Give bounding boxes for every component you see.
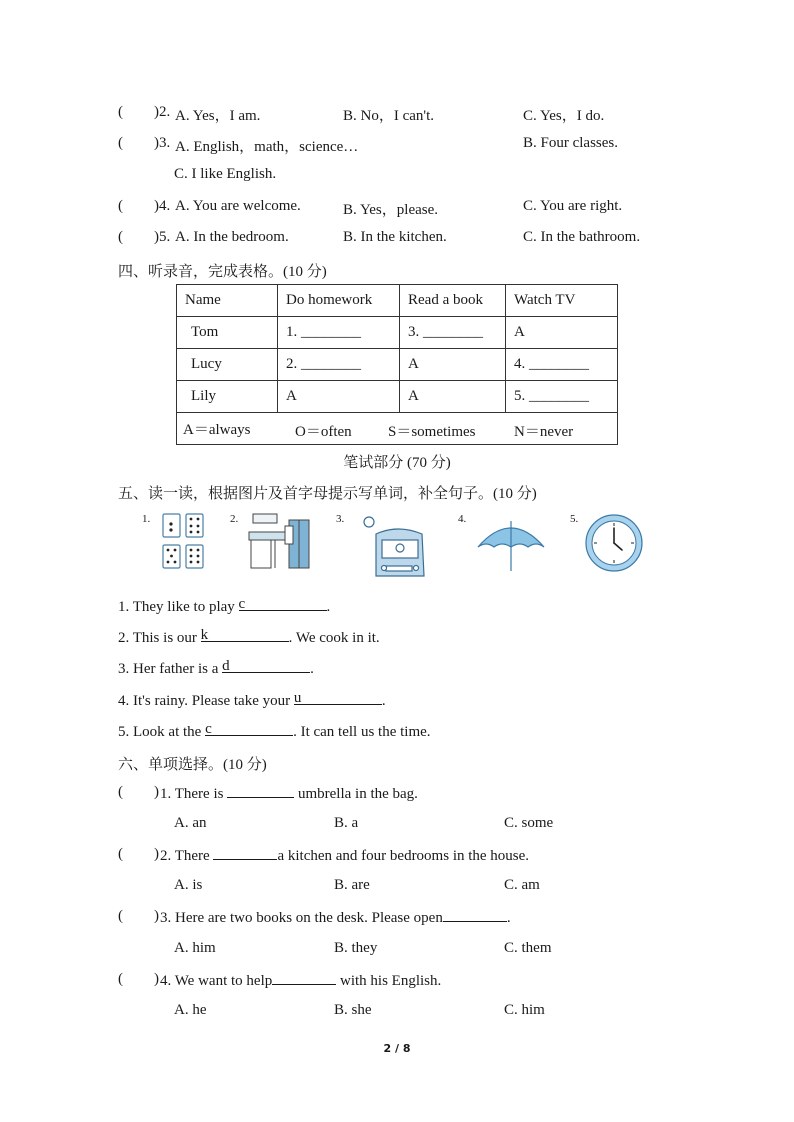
answer-paren-close: ) (154, 784, 159, 800)
header-read: Read a book (400, 285, 506, 317)
table-cell[interactable]: 4. ________ (506, 349, 618, 381)
option-a: A. Yes，I am. (175, 108, 261, 124)
legend-often: O＝often (295, 424, 352, 440)
header-name: Name (177, 285, 278, 317)
answer-blank[interactable]: u (294, 691, 382, 705)
option-c: C. In the bathroom. (523, 229, 641, 245)
option-a: A. is (174, 877, 203, 893)
written-part-heading: 笔试部分 (70 分) (343, 455, 451, 471)
option-c: C. I like English. (174, 166, 277, 182)
fill-sentence: 1. They like to play c . (118, 596, 331, 615)
question-text: 1. There is umbrella in the bag. (160, 786, 418, 802)
question-text: 4. We want to help with his English. (160, 973, 442, 989)
question-number: 2. (159, 104, 171, 120)
option-a: A. an (174, 815, 207, 831)
option-b: B. are (334, 877, 370, 893)
table-cell[interactable]: 2. ________ (278, 349, 400, 381)
section-6-title: 六、单项选择。(10 分) (118, 757, 267, 773)
answer-blank[interactable]: c (239, 597, 327, 611)
legend-never: N＝never (514, 424, 574, 440)
playing-cards-picture (160, 510, 210, 574)
section-4-title: 四、听录音，完成表格。(10 分) (118, 264, 327, 280)
answer-paren-open[interactable]: ( (118, 229, 123, 245)
option-b: B. Four classes. (523, 135, 618, 151)
legend-cell (177, 413, 618, 445)
option-a: A. You are welcome. (175, 198, 301, 214)
page-number: 2 / 8 (383, 1042, 411, 1055)
option-a: A. him (174, 940, 216, 956)
option-b: B. Yes，please. (343, 202, 439, 218)
umbrella-picture (474, 515, 548, 577)
table-cell[interactable]: 5. ________ (506, 381, 618, 413)
fill-sentence: 4. It's rainy. Please take your u . (118, 690, 386, 709)
section-5-title: 五、读一读，根据图片及首字母提示写单词，补全句子。(10 分) (118, 486, 537, 502)
question-text: 2. There a kitchen and four bedrooms in the house. (160, 848, 530, 864)
answer-paren-open[interactable]: ( (118, 908, 123, 924)
answer-paren-close: ) (154, 198, 159, 214)
answer-paren-close: ) (154, 971, 159, 987)
answer-paren-close: ) (154, 846, 159, 862)
table-cell: A (506, 317, 618, 349)
header-homework: Do homework (278, 285, 400, 317)
answer-paren-open[interactable]: ( (118, 198, 123, 214)
table-cell: A (400, 349, 506, 381)
answer-blank[interactable]: c (205, 722, 293, 736)
picture-label: 2. (230, 513, 239, 525)
option-a: A. English，math，science… (175, 139, 359, 155)
option-a: A. he (174, 1002, 207, 1018)
answer-paren-close: ) (154, 229, 159, 245)
picture-label: 3. (336, 513, 345, 525)
picture-label: 4. (458, 513, 467, 525)
fill-sentence: 3. Her father is a d . (118, 658, 314, 677)
option-b: B. she (334, 1002, 372, 1018)
table-cell[interactable]: 3. ________ (400, 317, 506, 349)
answer-blank[interactable] (227, 784, 294, 798)
question-number: 5. (159, 229, 171, 245)
header-tv: Watch TV (506, 285, 618, 317)
table-cell[interactable]: 1. ________ (278, 317, 400, 349)
row-name: Lily (177, 381, 278, 413)
option-b: B. they (334, 940, 378, 956)
bus-driver-picture (358, 512, 440, 584)
question-number: 4. (159, 198, 171, 214)
answer-paren-open[interactable]: ( (118, 971, 123, 987)
answer-blank[interactable]: k (201, 628, 289, 642)
answer-blank[interactable] (213, 846, 277, 860)
fill-sentence: 2. This is our k . We cook in it. (118, 627, 380, 646)
table-cell: A (278, 381, 400, 413)
question-text: 3. Here are two books on the desk. Please open . (160, 910, 511, 926)
legend-always: A＝always (183, 422, 251, 438)
option-b: B. No，I can't. (343, 108, 435, 124)
option-c: C. them (504, 940, 552, 956)
option-c: C. am (504, 877, 540, 893)
option-b: B. a (334, 815, 359, 831)
legend-sometimes: S＝sometimes (388, 424, 476, 440)
listening-table (176, 284, 618, 445)
table-header-row (177, 285, 618, 317)
fill-sentence: 5. Look at the c . It can tell us the time. (118, 721, 431, 740)
row-name: Lucy (177, 349, 278, 381)
table-row (177, 317, 618, 349)
answer-paren-close: ) (154, 908, 159, 924)
row-name: Tom (177, 317, 278, 349)
option-c: C. some (504, 815, 554, 831)
answer-blank[interactable]: d (222, 659, 310, 673)
option-c: C. You are right. (523, 198, 623, 214)
answer-paren-open[interactable]: ( (118, 135, 123, 151)
picture-label: 1. (142, 513, 151, 525)
answer-paren-open[interactable]: ( (118, 846, 123, 862)
answer-blank[interactable] (443, 908, 507, 922)
question-number: 3. (159, 135, 171, 151)
picture-label: 5. (570, 513, 579, 525)
option-a: A. In the bedroom. (175, 229, 289, 245)
answer-blank[interactable] (272, 971, 336, 985)
answer-paren-open[interactable]: ( (118, 784, 123, 800)
legend-row (177, 413, 618, 445)
option-c: C. him (504, 1002, 545, 1018)
table-cell: A (400, 381, 506, 413)
answer-paren-open[interactable]: ( (118, 104, 123, 120)
answer-paren-close: ) (154, 135, 159, 151)
kitchen-picture (245, 510, 315, 574)
option-b: B. In the kitchen. (343, 229, 447, 245)
clock-picture (583, 512, 645, 574)
table-row (177, 381, 618, 413)
option-c: C. Yes，I do. (523, 108, 605, 124)
table-row (177, 349, 618, 381)
answer-paren-close: ) (154, 104, 159, 120)
